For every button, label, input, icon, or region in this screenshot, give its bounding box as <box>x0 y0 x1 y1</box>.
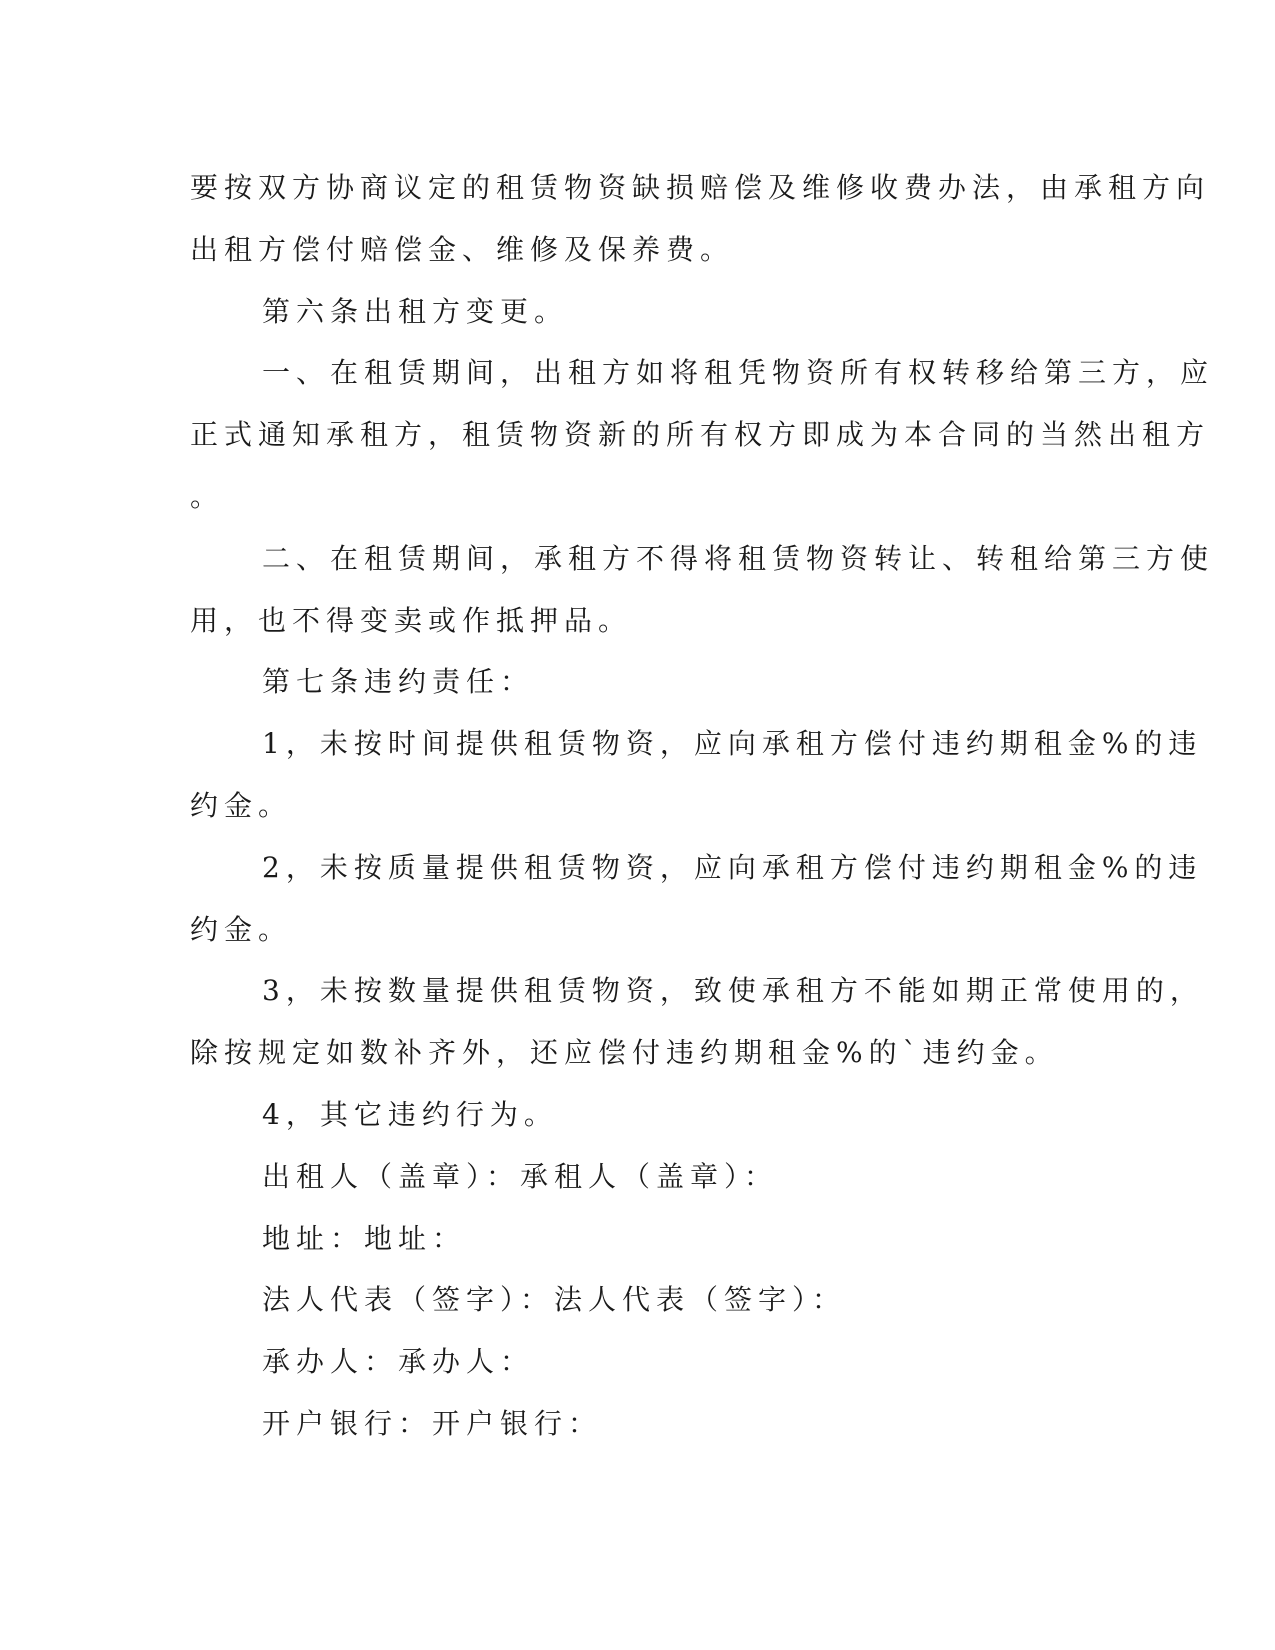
text-line: 要按双方协商议定的租赁物资缺损赔偿及维修收费办法，由承租方向 <box>190 171 1211 204</box>
address-field: 地址：地址： <box>262 1221 467 1255</box>
article-heading: 第七条违约责任： <box>262 665 535 699</box>
text-line: 二、在租赁期间，承租方不得将租赁物资转让、转租给第三方使 <box>262 541 1215 575</box>
text-line: 约金。 <box>190 788 293 822</box>
legal-rep-field: 法人代表（签字）：法人代表（签字）： <box>262 1283 847 1317</box>
text-line: 正式通知承租方，租赁物资新的所有权方即成为本合同的当然出租方 <box>190 418 1211 452</box>
text-line: 用，也不得变卖或作抵押品。 <box>190 603 633 637</box>
signature-field: 出租人（盖章）：承租人（盖章）： <box>262 1159 779 1193</box>
text-line: 1，未按时间提供租赁物资，应向承租方偿付违约期租金%的违 <box>262 727 1203 761</box>
text-line: 2，未按质量提供租赁物资，应向承租方偿付违约期租金%的违 <box>262 850 1203 884</box>
contract-text <box>190 157 1215 1455</box>
handler-field: 承办人：承办人： <box>262 1345 535 1379</box>
text-line: 一、在租赁期间，出租方如将租凭物资所有权转移给第三方，应 <box>262 356 1215 390</box>
text-line: 4，其它违约行为。 <box>262 1097 558 1131</box>
text-line: 。 <box>190 479 225 513</box>
text-line: 3，未按数量提供租赁物资，致使承租方不能如期正常使用的， <box>262 974 1204 1008</box>
bank-field: 开户银行：开户银行： <box>262 1406 603 1440</box>
text-line: 出租方偿付赔偿金、维修及保养费。 <box>190 232 735 266</box>
text-line: 除按规定如数补齐外，还应偿付违约期租金%的`违约金。 <box>190 1036 1059 1070</box>
article-heading: 第六条出租方变更。 <box>262 294 569 328</box>
text-line: 约金。 <box>190 912 293 946</box>
